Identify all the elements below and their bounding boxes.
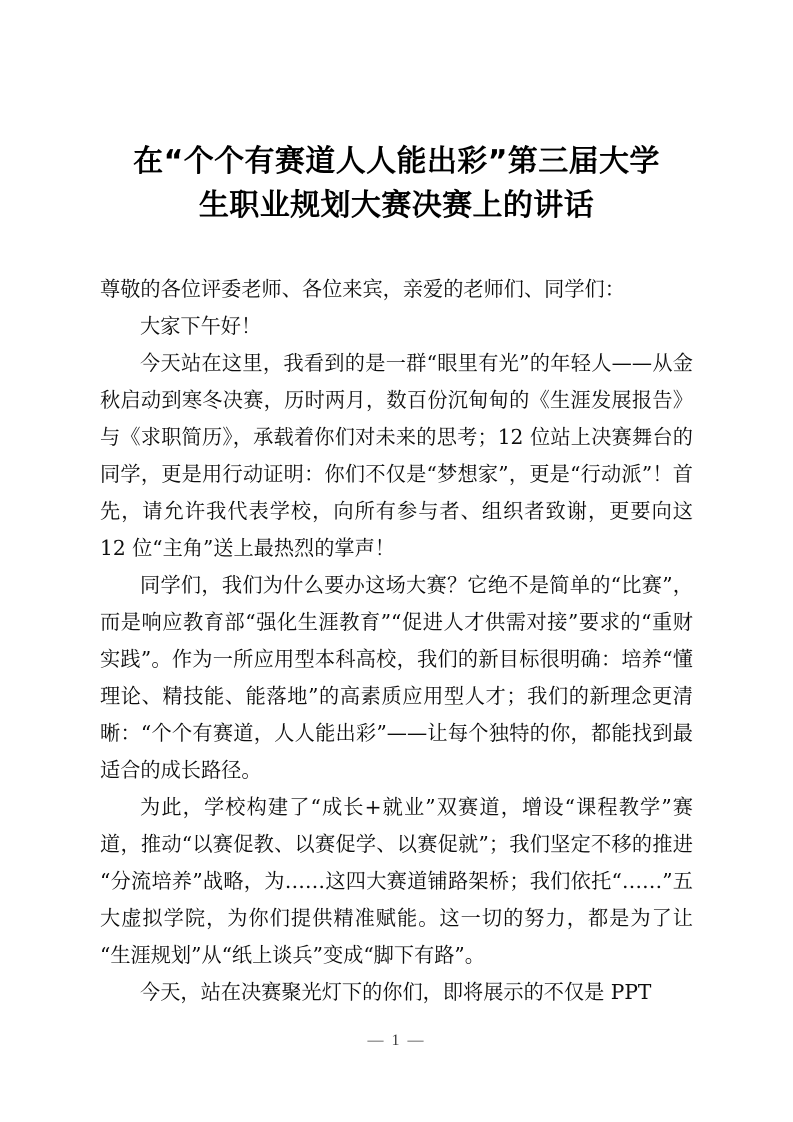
- paragraph-why-competition: 同学们，我们为什么要办这场大赛？它绝不是简单的“比赛”，而是响应教育部“强化生涯教育”“促进人才供需对接”要求的“重财实践”。作为一所应用型本科高校，我们的新目标很明确：培养“懂理论、精技能、能落地”的高素质应用型人才；我们的新理念更清晰：“个个有赛道，人人能出彩”——让每个独特的你，都能找到最适合的成长路径。: [100, 573, 693, 782]
- document-body: [100, 271, 693, 1011]
- title-line-1: 在“个个有赛道人人能出彩”第三届大学: [133, 144, 660, 179]
- paragraph-greeting: 大家下午好！: [140, 314, 262, 338]
- page-number-footer: — 1 —: [367, 1032, 426, 1049]
- paragraph-salutation: 尊敬的各位评委老师、各位来宾，亲爱的老师们、同学们：: [100, 277, 625, 301]
- paragraph-today-spotlight: 今天，站在决赛聚光灯下的你们，即将展示的不仅是 PPT: [140, 980, 652, 1004]
- paragraph-school-measures: 为此，学校构建了“成长+就业”双赛道，增设“课程教学”赛道，推动“以赛促教、以赛促学、以赛促就”；我们坚定不移的推进“分流培养”战略，为……这四大赛道铺路架桥；我们依托“……”五大虚拟学院，为你们提供精准赋能。这一切的努力，都是为了让“生涯规划”从“纸上谈兵”变成“脚下有路”。: [100, 795, 693, 967]
- page-title: [100, 140, 693, 228]
- title-line-2: 生职业规划大赛决赛上的讲话: [198, 188, 595, 223]
- paragraph-opening-thanks: 今天站在这里，我看到的是一群“眼里有光”的年轻人——从金秋启动到寒冬决赛，历时两月，数百份沉甸甸的《生涯发展报告》与《求职简历》，承载着你们对未来的思考；12 位站上决赛舞台的同学，更是用行动证明：你们不仅是“梦想家”，更是“行动派”！首先，请允许我代表学校，向所有参与者、组织者致谢，更要向这 12 位“主角”送上最热烈的掌声！: [100, 351, 693, 560]
